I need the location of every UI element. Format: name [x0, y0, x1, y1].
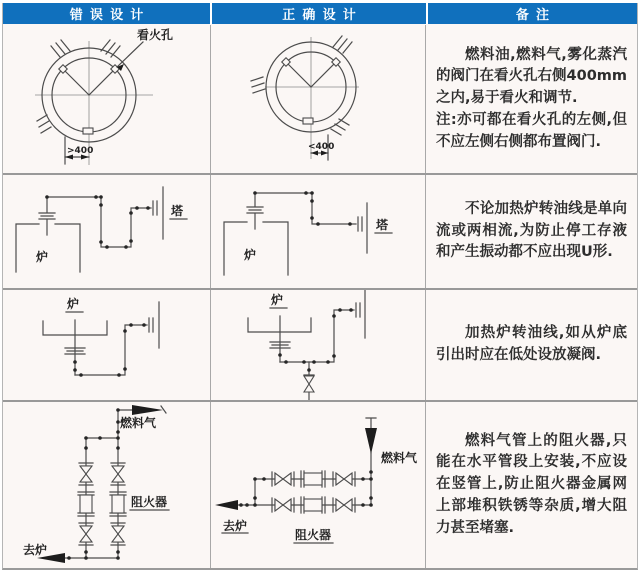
pipe-fitting-dots: [67, 408, 120, 560]
pipe-fitting-dots: [73, 323, 146, 377]
valve-symbol: [111, 463, 125, 485]
peephole-label: 看火孔: [137, 28, 174, 42]
fuel-gas-label: 燃料气: [120, 416, 157, 430]
flame-arrestor-correct-drawing: [211, 402, 426, 568]
table-row: [3, 400, 637, 568]
note-paragraph: 不论加热炉转油线是单向流或两相流,为防止停工存液和产生振动都不应出现U形.: [436, 200, 627, 261]
bottom-outlet-correct-drawing: [211, 290, 426, 400]
diagram-wrong-bottom-outlet: [3, 290, 211, 400]
flame-arrestor-wrong-drawing: [3, 402, 211, 568]
note-cell: [426, 175, 637, 288]
table-row: [3, 25, 637, 173]
header-correct-design: 正确设计: [212, 3, 426, 24]
note-cell: [426, 402, 637, 568]
flame-arrestor-symbol: [110, 492, 126, 516]
note-cell: [426, 25, 637, 173]
valve-symbol: [272, 498, 294, 512]
diagram-correct-peephole: [211, 25, 426, 173]
diagram-correct-flame-arrestor: [211, 402, 426, 568]
note-text: [436, 45, 627, 154]
note-text: [436, 199, 627, 264]
transfer-line-wrong-drawing: [3, 175, 211, 288]
note-cell: [426, 290, 637, 400]
furnace-label: 炉: [271, 293, 284, 307]
furnace-label: 炉: [244, 248, 257, 262]
comparison-table: [2, 3, 638, 570]
transfer-line-correct-drawing: [211, 175, 426, 288]
fuel-gas-label: 燃料气: [381, 451, 418, 465]
table-header: [3, 3, 637, 24]
furnace-peephole-wrong-drawing: [3, 25, 211, 171]
valve-symbol: [111, 523, 125, 545]
valve-symbol: [333, 498, 355, 512]
table-row: [3, 288, 637, 400]
flame-arrestor-symbol: [78, 492, 94, 516]
diagram-correct-bottom-outlet: [211, 290, 426, 400]
valve-symbol: [333, 472, 355, 486]
valve-symbol: [79, 463, 93, 485]
flame-arrestor-symbol: [301, 497, 325, 513]
flame-arrestor-label: 阻火器: [131, 495, 168, 509]
dimension-label: <400: [308, 142, 335, 152]
diagram-wrong-flame-arrestor: [3, 402, 211, 568]
bottom-outlet-wrong-drawing: [3, 290, 211, 400]
diagram-wrong-peephole: [3, 25, 211, 173]
furnace-label: 炉: [67, 297, 80, 311]
burner-hatch-marks: [37, 40, 120, 133]
to-furnace-label: 去炉: [23, 543, 48, 557]
valve-symbol: [79, 523, 93, 545]
table-row: [3, 173, 637, 288]
to-furnace-label: 去炉: [223, 519, 248, 533]
note-paragraph: 加热炉转油线,如从炉底引出时应在低处设放凝阀.: [436, 325, 627, 363]
header-notes: 备注: [428, 3, 637, 24]
header-wrong-design: 错误设计: [3, 3, 210, 24]
tower-label: 塔: [171, 204, 184, 218]
note-paragraph: 燃料气管上的阻火器,只能在水平管段上安装,不应设在竖管上,防止阻火器金属网上部堆积铁锈等杂质,增大阻力甚至堵塞.: [436, 432, 627, 536]
note-text: [436, 323, 627, 367]
note-paragraph: 注:亦可都在看火孔的左侧,但不应左侧右侧都布置阀门.: [436, 111, 627, 150]
diagram-wrong-transfer-line: [3, 175, 211, 288]
tower-label: 塔: [376, 218, 389, 232]
furnace-peephole-correct-drawing: [211, 25, 426, 171]
furnace-label: 炉: [36, 250, 49, 264]
note-paragraph: 燃料油,燃料气,雾化蒸汽的阀门在看火孔右侧400mm之内,易于看火和调节.: [436, 46, 627, 107]
note-text: [436, 431, 627, 540]
valve-symbol: [272, 472, 294, 486]
dimension-label: >400: [67, 146, 94, 156]
diagram-correct-transfer-line: [211, 175, 426, 288]
flame-arrestor-label: 阻火器: [295, 528, 332, 542]
pipe-fitting-dots: [253, 191, 352, 226]
pipe-fitting-dots: [45, 195, 150, 249]
flame-arrestor-symbol: [301, 471, 325, 487]
